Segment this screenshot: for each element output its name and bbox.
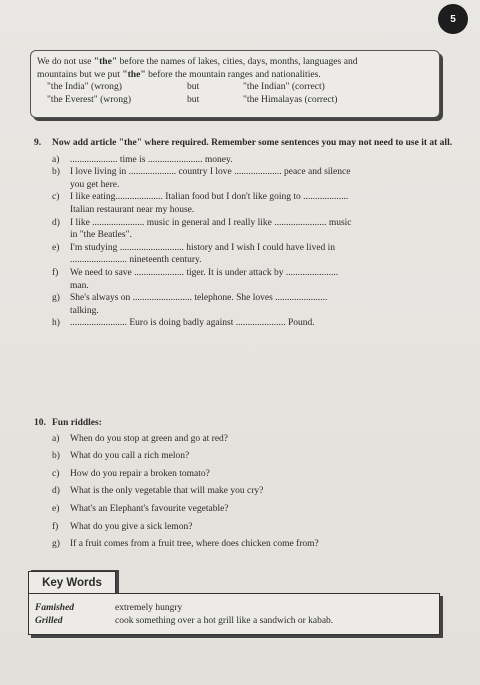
key-word-term: Grilled: [35, 615, 63, 626]
key-word-definition: cook something over a hot grill like a sandwich or kabab.: [115, 615, 334, 626]
key-word-definition: extremely hungry: [115, 603, 183, 613]
key-word-term: Famished: [35, 603, 75, 613]
wrong-example: "the India" (wrong): [47, 81, 122, 92]
correct-example: "the Indian" (correct): [243, 81, 325, 92]
but-word: but: [187, 81, 200, 92]
riddle-item: f) What do you give a sick lemon?: [52, 521, 193, 532]
key-words-box: [28, 593, 440, 635]
exercise-item: e) I'm studying ........................... history and I wish I could have lived in ........................ nineteenth century.: [52, 242, 336, 266]
exercise-item: f) We need to save ..................... tiger. It is under attack by ...................... man.: [52, 267, 339, 291]
riddle-item: d) What is the only vegetable that will make you cry?: [52, 486, 264, 497]
exercise-item: c) I like eating.................... Italian food but I don't like going to ................... Italian restaurant near my house.: [52, 192, 349, 215]
exercise-10: [34, 417, 454, 551]
exercise-item: b) I love living in .................... country I love .................... peace and silence you get here.: [52, 167, 351, 190]
exercise-item: g) She's always on ......................... telephone. She loves ...................... talking.: [52, 293, 328, 316]
correct-example: "the Himalayas (correct): [243, 93, 338, 105]
key-words-title: Key Words: [28, 571, 116, 594]
rule-example-row: [37, 94, 433, 107]
key-word-entry: [35, 602, 433, 615]
riddle-item: a) When do you stop at green and go at red?: [52, 433, 229, 444]
exercise-10-heading: 10. Fun riddles:: [34, 418, 102, 428]
but-word: but: [187, 93, 200, 105]
key-word-entry: [35, 615, 433, 628]
exercise-9: [34, 137, 454, 330]
rule-example-row: [37, 81, 433, 94]
rule-line-1: We do not use "the" before the names of lakes, cities, days, months, languages and: [37, 56, 358, 67]
rule-line-2: mountains but we put "the" before the mountain ranges and nationalities.: [37, 68, 321, 80]
riddle-item: c) How do you repair a broken tomato?: [52, 468, 210, 479]
exercise-item: d) I like ...................... music in general and I really like ...................... music in "the Beatles".: [52, 217, 352, 241]
wrong-example: "the Everest" (wrong): [47, 93, 132, 105]
page-number-badge: 5: [438, 4, 468, 34]
exercise-item: a) .................... time is ....................... money.: [52, 154, 233, 165]
riddle-item: b) What do you call a rich melon?: [52, 451, 190, 462]
grammar-rule-box: [30, 50, 440, 118]
riddle-item: e) What's an Elephant's favourite vegetable?: [52, 503, 229, 514]
exercise-9-heading: 9. Now add article "the" where required. Remember some sentences you may not need to use it at all.: [34, 138, 453, 148]
exercise-item: h) ........................ Euro is doing badly against ..................... Pound.: [52, 318, 315, 329]
riddle-item: g) If a fruit comes from a fruit tree, where does chicken come from?: [52, 539, 319, 550]
